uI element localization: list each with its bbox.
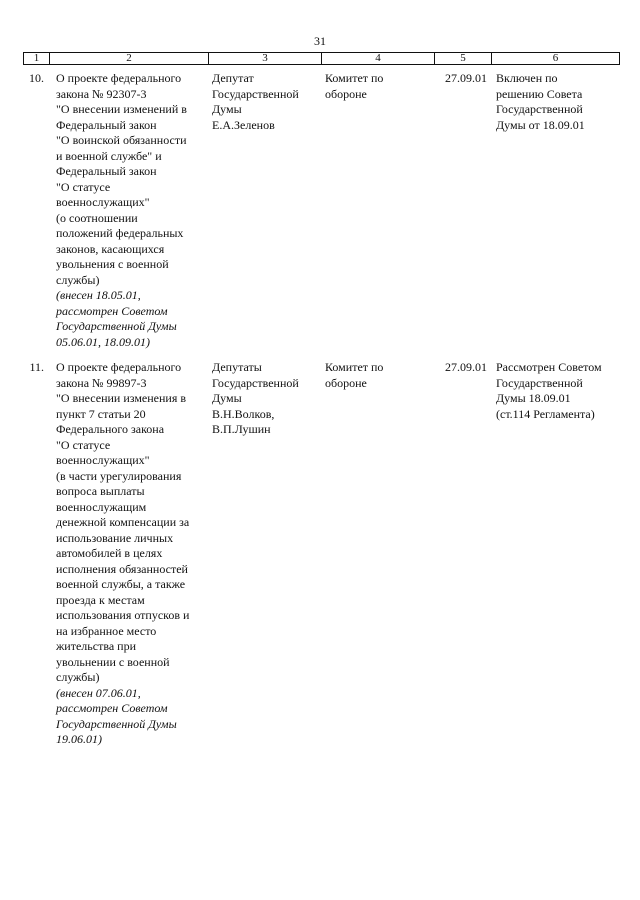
text-line: автомобилей в целях xyxy=(56,546,163,560)
date: 27.09.01 xyxy=(445,360,487,374)
text-line: денежной компенсации за xyxy=(56,515,190,529)
text-line: Думы от 18.09.01 xyxy=(496,117,585,132)
text-line: Думы 18.09.01 xyxy=(496,391,571,405)
row-number: 10. xyxy=(29,71,44,85)
text-line: увольнения с военной xyxy=(56,257,169,271)
text-line: проезда к местам xyxy=(56,592,145,607)
text-line: "О статусе xyxy=(56,437,111,452)
text-line: Федеральный закон xyxy=(56,164,157,178)
column-header-5: 5 xyxy=(434,53,491,64)
text-line: обороне xyxy=(325,375,367,390)
text-line: (в части урегулирования xyxy=(56,468,182,483)
text-line: использования отпусков и xyxy=(56,608,190,622)
text-line: на избранное место xyxy=(56,623,157,638)
text-line: Думы xyxy=(212,391,242,405)
text-line: увольнении с военной xyxy=(56,654,170,669)
column-header-2: 2 xyxy=(49,53,208,64)
bill-description xyxy=(48,71,207,350)
text-line: военнослужащих" xyxy=(56,453,150,467)
text-line: решению Совета xyxy=(496,86,583,101)
text-line: закона № 99897-3 xyxy=(56,375,147,390)
text-line: "О внесении изменения в xyxy=(56,391,187,405)
text-line: В.П.Лушин xyxy=(212,422,271,436)
text-line: (ст.114 Регламента) xyxy=(496,406,595,421)
submission-note-line: Государственной Думы xyxy=(56,716,177,731)
bill-author xyxy=(207,71,320,350)
text-line: военнослужащих" xyxy=(56,195,150,209)
text-line: вопроса выплаты xyxy=(56,484,145,498)
submission-note-line: 05.06.01, 18.09.01) xyxy=(56,334,150,349)
table-row xyxy=(23,360,620,748)
text-line: закона № 92307-3 xyxy=(56,86,147,101)
text-line: законов, касающихся xyxy=(56,241,165,256)
text-line: жительства при xyxy=(56,639,136,653)
decision xyxy=(490,71,618,350)
bill-author xyxy=(207,360,320,748)
text-line: Государственной xyxy=(496,102,583,116)
submission-note-line: Государственной Думы xyxy=(56,319,177,333)
text-line: службы) xyxy=(56,670,100,684)
text-line: Государственной xyxy=(212,375,299,390)
text-line: (о соотношении xyxy=(56,210,138,225)
text-line: "О внесении изменений в xyxy=(56,102,187,116)
text-line: и военной службе" и xyxy=(56,148,162,163)
column-header-1: 1 xyxy=(33,52,40,64)
table-row xyxy=(23,71,620,350)
submission-note-line: (внесен 07.06.01, xyxy=(56,685,141,700)
text-line: Комитет по xyxy=(325,71,384,85)
submission-note-line: 19.06.01) xyxy=(56,732,102,746)
text-line: исполнения обязанностей xyxy=(56,561,188,576)
bill-description xyxy=(48,360,207,748)
text-line: положений федеральных xyxy=(56,226,184,240)
text-line: пункт 7 статьи 20 xyxy=(56,406,146,421)
submission-note-line: рассмотрен Советом xyxy=(56,303,168,318)
text-line: Федерального закона xyxy=(56,422,165,436)
text-line: О проекте федерального xyxy=(56,360,182,374)
text-line: Депутат xyxy=(212,71,254,85)
text-line: Е.А.Зеленов xyxy=(212,117,275,132)
page-number: 31 xyxy=(314,34,326,48)
text-line: Рассмотрен Советом xyxy=(496,360,602,374)
text-line: "О статусе xyxy=(56,179,111,194)
text-line: Государственной xyxy=(212,86,299,101)
text-line: "О воинской обязанности xyxy=(56,133,187,147)
responsible-committee xyxy=(320,71,433,350)
column-header-3: 3 xyxy=(208,53,321,64)
table-header-row xyxy=(23,52,620,65)
submission-note-line: рассмотрен Советом xyxy=(56,701,168,715)
row-number: 11. xyxy=(29,360,44,374)
text-line: О проекте федерального xyxy=(56,71,182,85)
text-line: Государственной xyxy=(496,375,583,390)
decision xyxy=(490,360,618,748)
date: 27.09.01 xyxy=(445,71,487,85)
text-line: военной службы, а также xyxy=(56,577,186,591)
text-line: обороне xyxy=(325,86,367,101)
text-line: использование личных xyxy=(56,530,174,545)
column-header-4: 4 xyxy=(321,53,434,64)
text-line: военнослужащим xyxy=(56,499,147,514)
text-line: Депутаты xyxy=(212,360,262,374)
text-line: Федеральный закон xyxy=(56,117,157,132)
text-line: Комитет по xyxy=(325,360,384,374)
text-line: Думы xyxy=(212,102,242,116)
responsible-committee xyxy=(320,360,433,748)
submission-note-line: (внесен 18.05.01, xyxy=(56,288,141,302)
column-header-6: 6 xyxy=(491,53,619,64)
text-line: службы) xyxy=(56,272,100,287)
text-line: В.Н.Волков, xyxy=(212,406,275,421)
text-line: Включен по xyxy=(496,71,558,85)
